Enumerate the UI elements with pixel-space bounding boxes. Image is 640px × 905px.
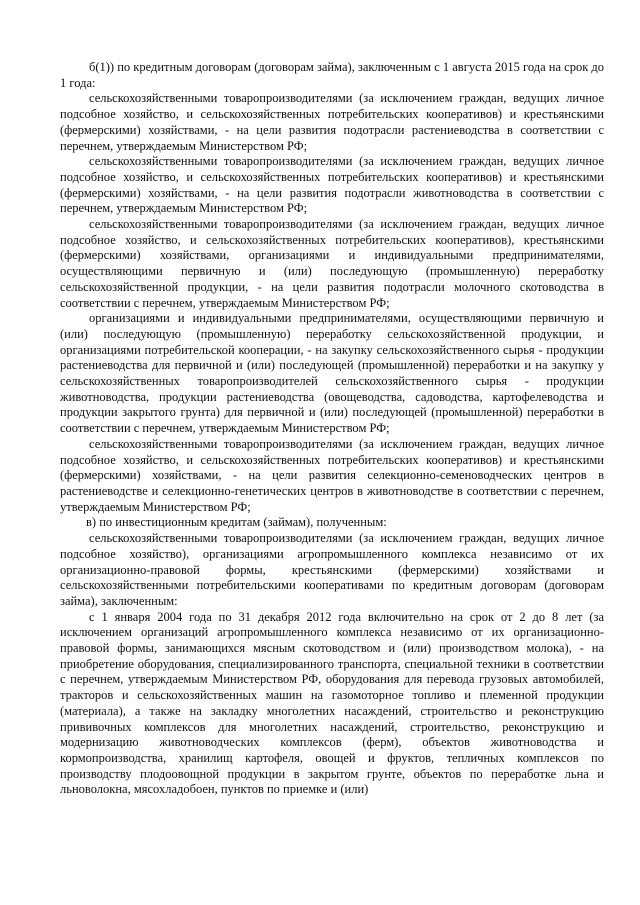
paragraph-2004-2012-period: с 1 января 2004 года по 31 декабря 2012 года включительно на срок от 2 до 8 лет (за исключением организаций агропромышленного комплекса независимо от их организационно-правовой формы, занимающихся мясным скотоводством и (или) производством молока), - на приобретение оборудования, специализированного транспорта, специальной техники в соответствии с перечнем, утверждаемым Министерством РФ, оборудования для перевода грузовых автомобилей, тракторов и сельскохозяйственных машин на газомоторное топливо и племенной продукции (материала), а также на закладку многолетних насаждений, строительство и реконструкцию прививочных комплексов для многолетних насаждений, строительство, реконструкцию и модернизацию животноводческих комплексов (ферм), объектов животноводства и кормопроизводства, хранилищ картофеля, овощей и фруктов, тепличных комплексов по производству плодоовощной продукции в закрытом грунте, объектов по переработке льна и льноволокна, мясохладобоен, пунктов по приемке и (или) — [60, 609, 604, 797]
paragraph-livestock: сельскохозяйственными товаропроизводителями (за исключением граждан, ведущих личное подсобное хозяйство, и сельскохозяйственных потребительских кооперативов) и крестьянскими (фермерскими) хозяйствами, - на цели развития подотрасли животноводства в соответствии с перечнем, утверждаемым Министерством РФ; — [60, 154, 604, 216]
paragraph-breeding-centers: сельскохозяйственными товаропроизводителями (за исключением граждан, ведущих личное подсобное хозяйство, и сельскохозяйственных потребительских кооперативов) и крестьянскими (фермерскими) хозяйствами, - на цели развития селекционно-семеноводческих центров в растениеводстве и селекционно-генетических центров в животноводстве в соответствии с перечнем, утверждаемым Министерством РФ; — [60, 436, 604, 514]
paragraph-investment-credits: в) по инвестиционным кредитам (займам), полученным: — [86, 515, 387, 530]
paragraph-crop-production: сельскохозяйственными товаропроизводителями (за исключением граждан, ведущих личное подсобное хозяйство, и сельскохозяйственных потребительских кооперативов) и крестьянскими (фермерскими) хозяйствами, - на цели развития подотрасли растениеводства в соответствии с перечнем, утверждаемым Министерством РФ; — [60, 91, 604, 153]
paragraph-investment-borrowers: сельскохозяйственными товаропроизводителями (за исключением граждан, ведущих личное подсобное хозяйство), организациями агропромышленного комплекса независимо от их организационно-правовой формы, крестьянскими (фермерскими) хозяйствами и сельскохозяйственными потребительскими кооперативами по кредитным договорам (договорам займа), заключенным: — [60, 531, 604, 608]
paragraph-dairy-cattle: сельскохозяйственными товаропроизводителями (за исключением граждан, ведущих личное подсобное хозяйство, и сельскохозяйственных потребительских кооперативов), крестьянскими (фермерскими) хозяйствами, организациями и индивидуальными предпринимателями, осуществляющими первичную и (или) последующую (промышленную) переработку сельскохозяйственной продукции, - на цели развития подотрасли молочного скотоводства в соответствии с перечнем, утверждаемым Министерством РФ; — [60, 217, 604, 310]
paragraph-credit-agreements-intro: б(1)) по кредитным договорам (договорам займа), заключенным с 1 августа 2015 года на срок до 1 года: — [60, 60, 605, 90]
paragraph-processing-purchase: организациями и индивидуальными предпринимателями, осуществляющими первичную и (или) последующую (промышленную) переработку сельскохозяйственной продукции, и организациями потребительской кооперации, - на закупку сельскохозяйственного сырья - продукции растениеводства для первичной и (или) последующей (промышленной) переработки и на закупку у сельскохозяйственных товаропроизводителей сельскохозяйственного сырья - продукции животноводства, продукции растениеводства (овощеводства, садоводства, картофелеводства и продукции закрытого грунта) для первичной и (или) последующей (промышленной) переработки в соответствии с перечнем, утверждаемым Министерством РФ; — [60, 311, 604, 436]
document-body — [60, 60, 604, 798]
